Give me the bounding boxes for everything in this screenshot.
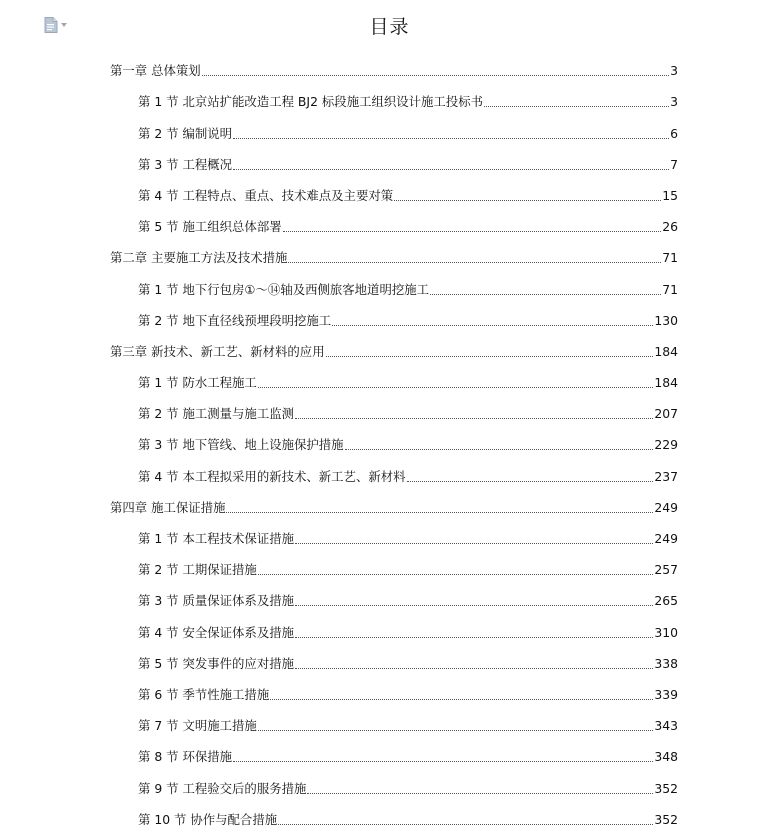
toc-chapter-entry[interactable] — [110, 330, 678, 361]
toc-section-entry[interactable] — [110, 517, 678, 548]
toc-entry-text: 第 8 节 环保措施 — [138, 749, 233, 765]
toc-leader-dots — [295, 604, 653, 606]
toc-leader-dots — [270, 698, 653, 700]
toc-page-number: 257 — [654, 562, 678, 578]
toc-section-entry[interactable] — [110, 205, 678, 236]
toc-leader-dots — [233, 168, 669, 170]
toc-title: 目录 — [369, 16, 410, 38]
toc-section-entry[interactable] — [110, 579, 678, 610]
toc-leader-dots — [307, 792, 653, 794]
toc-page-number: 7 — [670, 156, 678, 172]
toc-entry-text: 第 3 节 地下管线、地上设施保护措施 — [138, 437, 344, 453]
toc-leader-dots — [332, 324, 653, 326]
toc-section-entry[interactable] — [110, 111, 678, 142]
toc-section-entry[interactable] — [110, 299, 678, 330]
toc-leader-dots — [295, 636, 653, 638]
toc-page-number: 15 — [662, 187, 678, 203]
toc-leader-dots — [233, 760, 653, 762]
toc-page-number: 130 — [654, 312, 678, 328]
toc-section-entry[interactable] — [110, 174, 678, 205]
toc-section-entry[interactable] — [110, 610, 678, 641]
toc-entry-text: 第 7 节 文明施工措施 — [138, 718, 257, 734]
toc-section-entry[interactable] — [110, 735, 678, 766]
toc-entry-text: 第 2 节 地下直径线预埋段明挖施工 — [138, 312, 332, 328]
toc-page-number: 352 — [654, 780, 678, 796]
toc-page-number: 3 — [670, 94, 678, 110]
toc-page-number: 207 — [654, 406, 678, 422]
toc-section-entry[interactable] — [110, 361, 678, 392]
toc-section-entry[interactable] — [110, 548, 678, 579]
table-of-contents — [110, 49, 678, 829]
toc-page-number: 3 — [670, 63, 678, 79]
toc-entry-text: 第一章 总体策划 — [110, 63, 201, 79]
toc-page-number: 249 — [654, 499, 678, 515]
toc-page-number: 184 — [654, 375, 678, 391]
toc-page-number: 338 — [654, 655, 678, 671]
toc-page-number: 26 — [662, 219, 678, 235]
toc-entry-text: 第 3 节 工程概况 — [138, 156, 233, 172]
toc-section-entry[interactable] — [110, 423, 678, 454]
toc-entry-text: 第 6 节 季节性施工措施 — [138, 686, 270, 702]
toc-leader-dots — [288, 261, 661, 263]
toc-section-entry[interactable] — [110, 267, 678, 298]
toc-leader-dots — [226, 511, 653, 513]
toc-page-number: 339 — [654, 686, 678, 702]
toc-leader-dots — [202, 74, 669, 76]
toc-leader-dots — [407, 480, 654, 482]
toc-entry-text: 第 9 节 工程验交后的服务措施 — [138, 780, 307, 796]
toc-page-number: 71 — [662, 281, 678, 297]
toc-section-entry[interactable] — [110, 80, 678, 111]
toc-leader-dots — [394, 199, 661, 201]
toc-section-entry[interactable] — [110, 642, 678, 673]
toc-leader-dots — [326, 355, 654, 357]
toc-section-entry[interactable] — [110, 454, 678, 485]
toc-page-number: 71 — [662, 250, 678, 266]
toc-entry-text: 第 2 节 编制说明 — [138, 125, 233, 141]
toc-page-number: 184 — [654, 343, 678, 359]
toc-chapter-entry[interactable] — [110, 486, 678, 517]
toc-leader-dots — [295, 417, 653, 419]
toc-entry-text: 第四章 施工保证措施 — [110, 499, 226, 515]
toc-page-number: 343 — [654, 718, 678, 734]
toc-section-entry[interactable] — [110, 704, 678, 735]
toc-page-number: 6 — [670, 125, 678, 141]
toc-entry-text: 第 5 节 突发事件的应对措施 — [138, 655, 294, 671]
toc-leader-dots — [484, 105, 669, 107]
toc-entry-text: 第 4 节 本工程拟采用的新技术、新工艺、新材料 — [138, 468, 406, 484]
toc-entry-text: 第二章 主要施工方法及技术措施 — [110, 250, 288, 266]
toc-chapter-entry[interactable] — [110, 49, 678, 80]
toc-leader-dots — [345, 448, 654, 450]
toc-chapter-entry[interactable] — [110, 236, 678, 267]
toc-leader-dots — [430, 293, 661, 295]
toc-leader-dots — [278, 823, 653, 825]
toc-leader-dots — [258, 573, 654, 575]
toc-leader-dots — [283, 230, 662, 232]
toc-page-number: 348 — [654, 749, 678, 765]
toc-entry-text: 第 1 节 北京站扩能改造工程 BJ2 标段施工组织设计施工投标书 — [138, 94, 483, 110]
toc-entry-text: 第 3 节 质量保证体系及措施 — [138, 593, 294, 609]
toc-page-number: 265 — [654, 593, 678, 609]
toc-page-number: 352 — [654, 811, 678, 827]
toc-section-entry[interactable] — [110, 143, 678, 174]
toc-entry-text: 第 1 节 防水工程施工 — [138, 375, 257, 391]
toc-section-entry[interactable] — [110, 673, 678, 704]
toc-section-entry[interactable] — [110, 766, 678, 797]
toc-section-entry[interactable] — [110, 798, 678, 829]
toc-leader-dots — [258, 729, 654, 731]
toc-entry-text: 第 2 节 施工测量与施工监测 — [138, 406, 294, 422]
toc-entry-text: 第 4 节 工程特点、重点、技术难点及主要对策 — [138, 187, 394, 203]
toc-entry-text: 第 1 节 本工程技术保证措施 — [138, 531, 294, 546]
toc-page-number: 310 — [654, 624, 678, 640]
toc-entry-text: 第 1 节 地下行包房①～⑭轴及西侧旅客地道明挖施工 — [138, 281, 430, 297]
toc-leader-dots — [295, 667, 653, 669]
toc-leader-dots — [258, 386, 654, 388]
toc-page-number: 249 — [654, 531, 678, 546]
toc-page-number: 237 — [654, 468, 678, 484]
toc-entry-text: 第 4 节 安全保证体系及措施 — [138, 624, 294, 640]
toc-page-number: 229 — [654, 437, 678, 453]
toc-entry-text: 第 2 节 工期保证措施 — [138, 562, 257, 578]
toc-entry-text: 第三章 新技术、新工艺、新材料的应用 — [110, 343, 325, 359]
toc-section-entry[interactable] — [110, 392, 678, 423]
toc-leader-dots — [295, 542, 653, 544]
toc-leader-dots — [233, 137, 669, 139]
toc-entry-text: 第 5 节 施工组织总体部署 — [138, 219, 282, 235]
toc-entry-text: 第 10 节 协作与配合措施 — [138, 811, 278, 827]
